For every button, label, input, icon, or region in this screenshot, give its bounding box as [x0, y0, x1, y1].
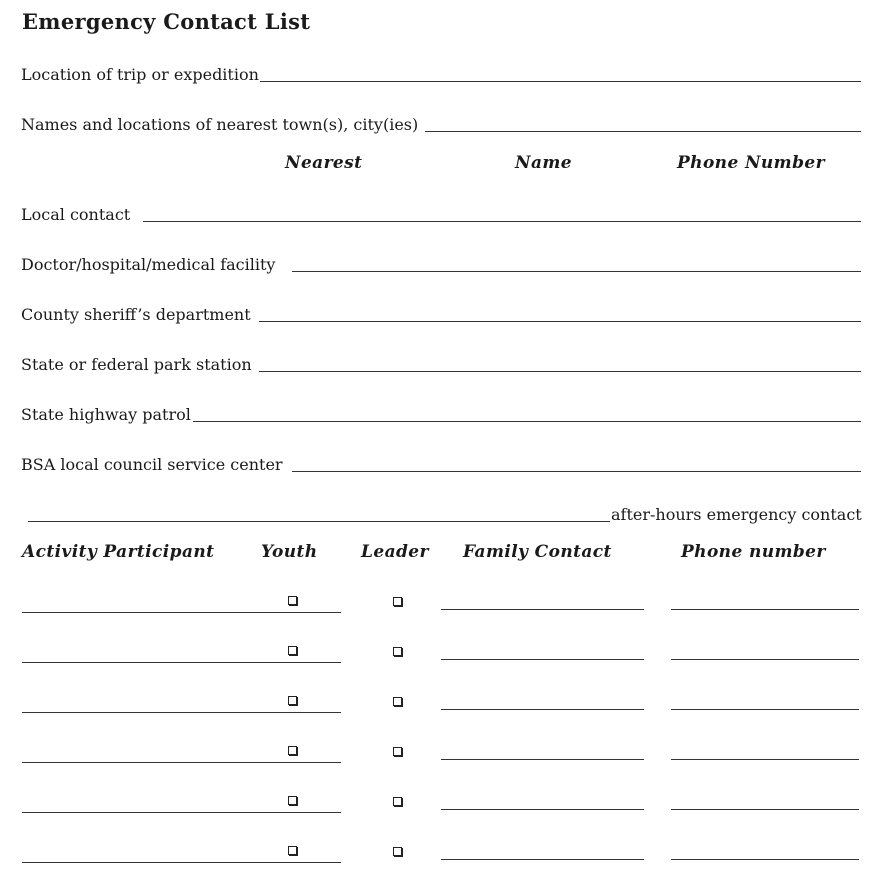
col-family-contact: Family Contact	[463, 542, 612, 562]
family-contact-line[interactable]	[441, 809, 644, 810]
family-contact-line[interactable]	[441, 659, 644, 660]
youth-checkbox[interactable]	[288, 746, 297, 755]
col-nearest: Nearest	[285, 153, 363, 173]
leader-checkbox[interactable]	[393, 697, 402, 706]
family-contact-line[interactable]	[441, 859, 644, 860]
leader-checkbox[interactable]	[393, 597, 402, 606]
sheriff-input-line[interactable]	[259, 321, 861, 322]
youth-checkbox[interactable]	[288, 796, 297, 805]
youth-checkbox[interactable]	[288, 696, 297, 705]
participant-name-line[interactable]	[22, 612, 341, 613]
highway-patrol-label: State highway patrol	[21, 405, 191, 424]
col-phone-number: Phone Number	[677, 153, 825, 173]
phone-number-line[interactable]	[671, 809, 859, 810]
participant-name-line[interactable]	[22, 762, 341, 763]
family-contact-line[interactable]	[441, 709, 644, 710]
participant-name-line[interactable]	[22, 712, 341, 713]
council-center-label: BSA local council service center	[21, 455, 283, 474]
after-hours-input-line[interactable]	[28, 521, 610, 522]
local-contact-input-line[interactable]	[143, 221, 861, 222]
participant-name-line[interactable]	[22, 812, 341, 813]
doctor-label: Doctor/hospital/medical facility	[21, 255, 276, 274]
nearest-towns-label: Names and locations of nearest town(s), city(ies)	[21, 115, 419, 134]
phone-number-line[interactable]	[671, 709, 859, 710]
col-activity-participant: Activity Participant	[22, 542, 215, 562]
park-station-input-line[interactable]	[259, 371, 861, 372]
leader-checkbox[interactable]	[393, 747, 402, 756]
youth-checkbox[interactable]	[288, 596, 297, 605]
park-station-label: State or federal park station	[21, 355, 252, 374]
local-contact-label: Local contact	[21, 205, 131, 224]
leader-checkbox[interactable]	[393, 647, 402, 656]
phone-number-line[interactable]	[671, 859, 859, 860]
col-name: Name	[515, 153, 572, 173]
nearest-towns-input-line[interactable]	[425, 131, 861, 132]
page-title: Emergency Contact List	[22, 9, 311, 34]
participant-name-line[interactable]	[22, 662, 341, 663]
location-input-line[interactable]	[260, 81, 861, 82]
leader-checkbox[interactable]	[393, 797, 402, 806]
family-contact-line[interactable]	[441, 759, 644, 760]
sheriff-label: County sheriff’s department	[21, 305, 251, 324]
participant-name-line[interactable]	[22, 862, 341, 863]
family-contact-line[interactable]	[441, 609, 644, 610]
phone-number-line[interactable]	[671, 609, 859, 610]
location-label: Location of trip or expedition	[21, 65, 259, 84]
doctor-input-line[interactable]	[292, 271, 861, 272]
phone-number-line[interactable]	[671, 759, 859, 760]
youth-checkbox[interactable]	[288, 646, 297, 655]
col-youth: Youth	[261, 542, 318, 562]
col-leader: Leader	[361, 542, 429, 562]
highway-patrol-input-line[interactable]	[193, 421, 861, 422]
phone-number-line[interactable]	[671, 659, 859, 660]
youth-checkbox[interactable]	[288, 846, 297, 855]
council-center-input-line[interactable]	[292, 471, 861, 472]
after-hours-label: after-hours emergency contact	[611, 505, 862, 524]
leader-checkbox[interactable]	[393, 847, 402, 856]
col-phone-number-participant: Phone number	[681, 542, 826, 562]
